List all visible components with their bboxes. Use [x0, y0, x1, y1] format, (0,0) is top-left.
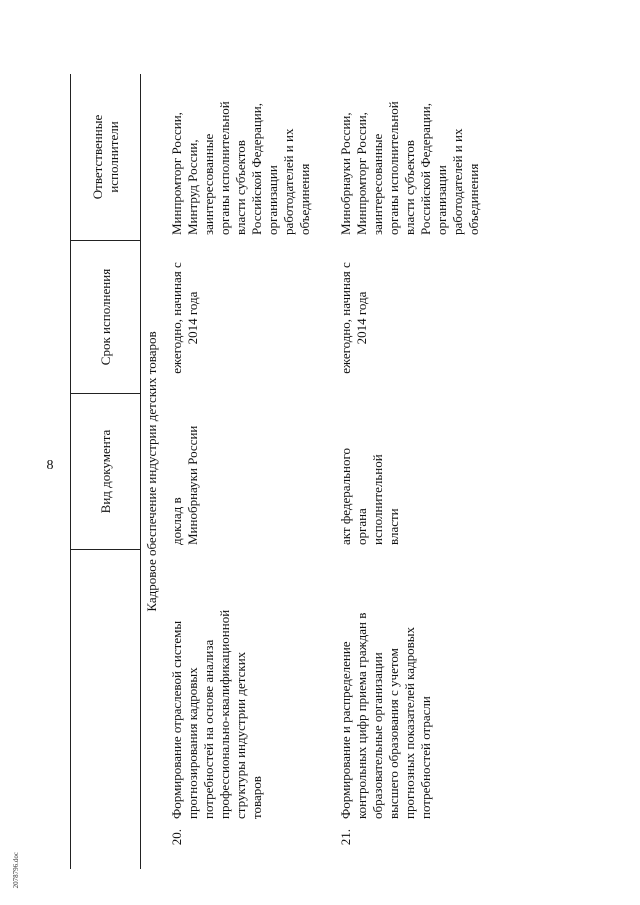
page-number: 8	[46, 458, 54, 473]
responsible-line: органы исполнительной	[386, 101, 401, 235]
responsible-line: работодателей и их	[281, 128, 296, 235]
responsible-line: работодателей и их	[450, 128, 465, 235]
doc-type-line: Минобрнауки России	[185, 425, 200, 545]
responsible-line: органы исполнительной	[217, 101, 232, 235]
responsible-line: Минобрнауки России,	[338, 112, 353, 235]
responsible-line: заинтересованные	[370, 133, 385, 235]
responsible-line: власти субъектов	[402, 140, 417, 235]
measure-line: потребностей на основе анализа	[201, 639, 216, 819]
measure-line: Формирование отраслевой системы	[169, 620, 184, 819]
header-measure	[76, 550, 136, 869]
measure-line: прогнозирования кадровых	[185, 667, 200, 819]
doc-type-line: доклад в	[169, 497, 184, 545]
measure-line: прогнозных показателей кадровых	[402, 626, 417, 819]
measure-line: контрольных цифр приема граждан в	[354, 612, 369, 819]
table-top-border	[70, 74, 71, 869]
responsible-line: Минпромторг России,	[169, 112, 184, 235]
responsible-line: объединения	[297, 163, 312, 235]
deadline-line: 2014 года	[185, 291, 200, 345]
responsible-line: Российской Федерации,	[418, 103, 433, 235]
deadline-line: ежегодно, начиная с	[169, 262, 184, 374]
row-deadline	[169, 243, 201, 393]
measure-line: потребностей отрасли	[418, 696, 433, 819]
doc-type-line: органа	[354, 508, 369, 545]
table-header-bottom-border	[140, 74, 141, 869]
measure-line: товаров	[249, 776, 264, 819]
measure-line: структуры индустрии детских	[233, 651, 248, 819]
measure-line: Формирование и распределение	[338, 641, 353, 819]
row-number: 20.	[169, 829, 184, 846]
header-deadline: Срок исполнения	[98, 268, 113, 366]
row-doc-type	[338, 395, 402, 545]
responsible-line: объединения	[466, 163, 481, 235]
row-doc-type	[169, 395, 201, 545]
deadline-line: ежегодно, начиная с	[338, 262, 353, 374]
section-title: Кадровое обеспечение индустрии детских товаров	[144, 331, 159, 612]
row-number: 21.	[338, 829, 353, 846]
measure-line: высшего образования с учетом	[386, 648, 401, 819]
header-responsible	[76, 74, 136, 240]
rotated-table-container	[70, 69, 620, 869]
responsible-line: Российской Федерации,	[249, 103, 264, 235]
row-measure	[338, 559, 434, 819]
responsible-line: заинтересованные	[201, 133, 216, 235]
row-deadline	[338, 243, 370, 393]
measure-line: образовательные организации	[370, 652, 385, 819]
doc-type-line: акт федерального	[338, 447, 353, 545]
header-responsible-line: исполнители	[106, 121, 121, 193]
responsible-line: организации	[434, 165, 449, 235]
row-responsible	[338, 75, 482, 235]
deadline-line: 2014 года	[354, 291, 369, 345]
responsible-line: Минпромторг России,	[354, 112, 369, 235]
responsible-line: власти субъектов	[233, 140, 248, 235]
responsible-line: организации	[265, 165, 280, 235]
header-responsible-line: Ответственные	[90, 114, 105, 200]
row-responsible	[169, 75, 313, 235]
measure-line: профессионально-квалификационной	[217, 609, 232, 819]
measures-table	[70, 69, 620, 869]
header-doc-type: Вид документа	[98, 429, 113, 514]
row-measure	[169, 559, 265, 819]
document-file-name: 2078796.doc	[12, 852, 20, 889]
doc-type-line: власти	[386, 508, 401, 545]
doc-type-line: исполнительной	[370, 454, 385, 545]
responsible-line: Минтруд России,	[185, 139, 200, 235]
